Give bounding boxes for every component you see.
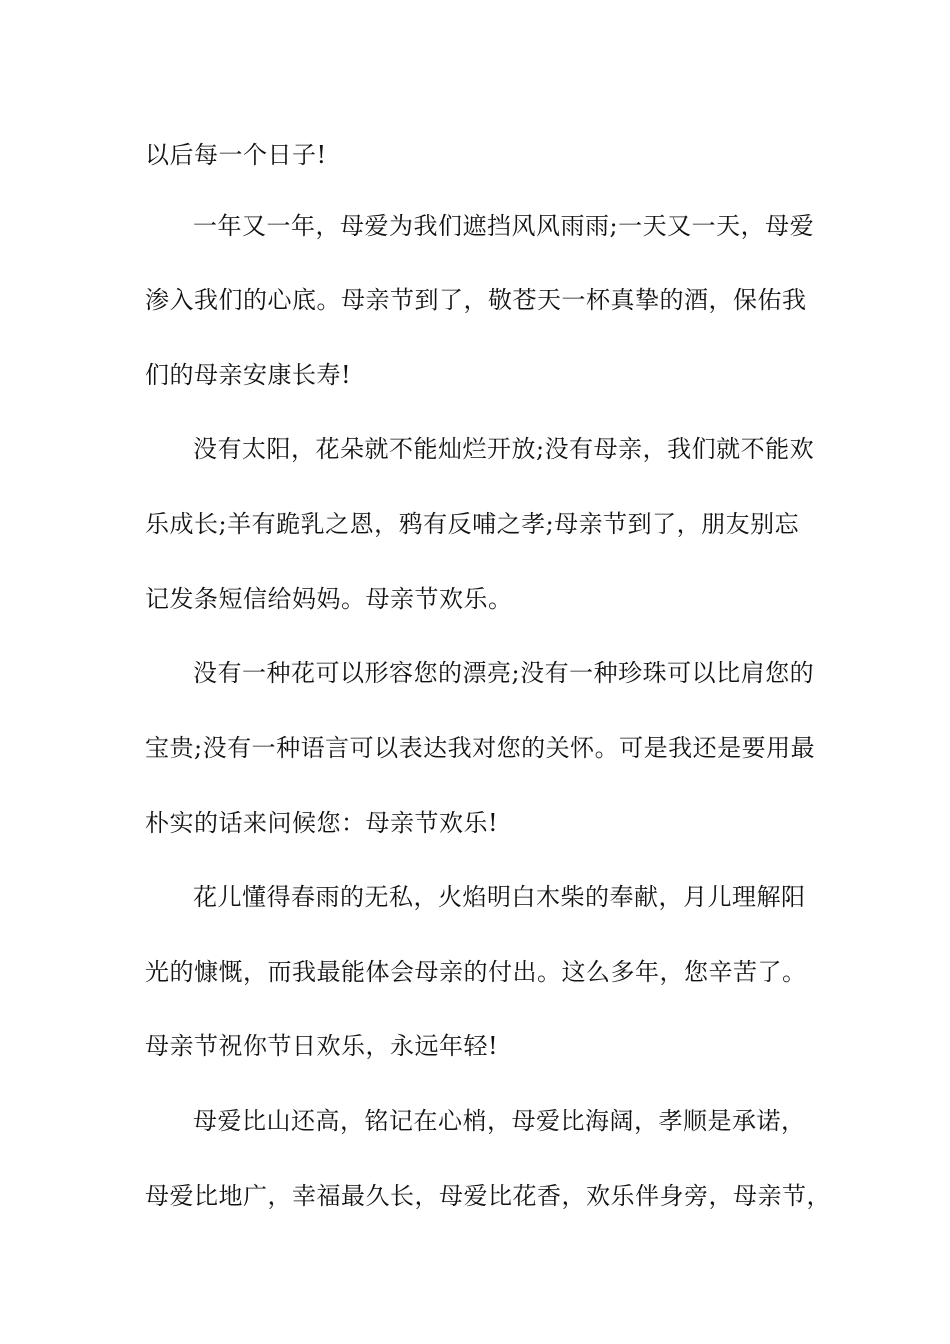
text-line: 母亲节祝你节日欢乐，永远年轻! — [145, 1032, 499, 1060]
paragraph-start-line: 花儿懂得春雨的无私，火焰明白木柴的奉献，月儿理解阳 — [193, 883, 806, 911]
paragraph-start-line: 没有一种花可以形容您的漂亮;没有一种珍珠可以比肩您的 — [193, 659, 815, 687]
text-line: 朴实的话来问候您：母亲节欢乐! — [145, 809, 499, 837]
text-line: 宝贵;没有一种语言可以表达我对您的关怀。可是我还是要用最 — [145, 734, 816, 762]
text-line: 光的慷慨，而我最能体会母亲的付出。这么多年，您辛苦了。 — [145, 958, 807, 986]
text-line: 渗入我们的心底。母亲节到了，敬苍天一杯真挚的酒，保佑我 — [145, 286, 807, 314]
paragraph-start-line: 母爱比山还高，铭记在心梢，母爱比海阔，孝顺是承诺， — [193, 1107, 806, 1135]
paragraph-start-line: 没有太阳，花朵就不能灿烂开放;没有母亲，我们就不能欢 — [193, 435, 815, 463]
paragraph-start-line: 一年又一年，母爱为我们遮挡风风雨雨;一天又一天，母爱 — [193, 212, 815, 240]
text-line: 记发条短信给妈妈。母亲节欢乐。 — [145, 585, 513, 613]
text-line: 母爱比地广，幸福最久长，母爱比花香，欢乐伴身旁，母亲节， — [145, 1182, 831, 1210]
text-line: 们的母亲安康长寿! — [145, 361, 352, 389]
text-line: 以后每一个日子! — [145, 141, 327, 169]
text-line: 乐成长;羊有跪乳之恩，鸦有反哺之孝;母亲节到了，朋友别忘 — [145, 510, 800, 538]
